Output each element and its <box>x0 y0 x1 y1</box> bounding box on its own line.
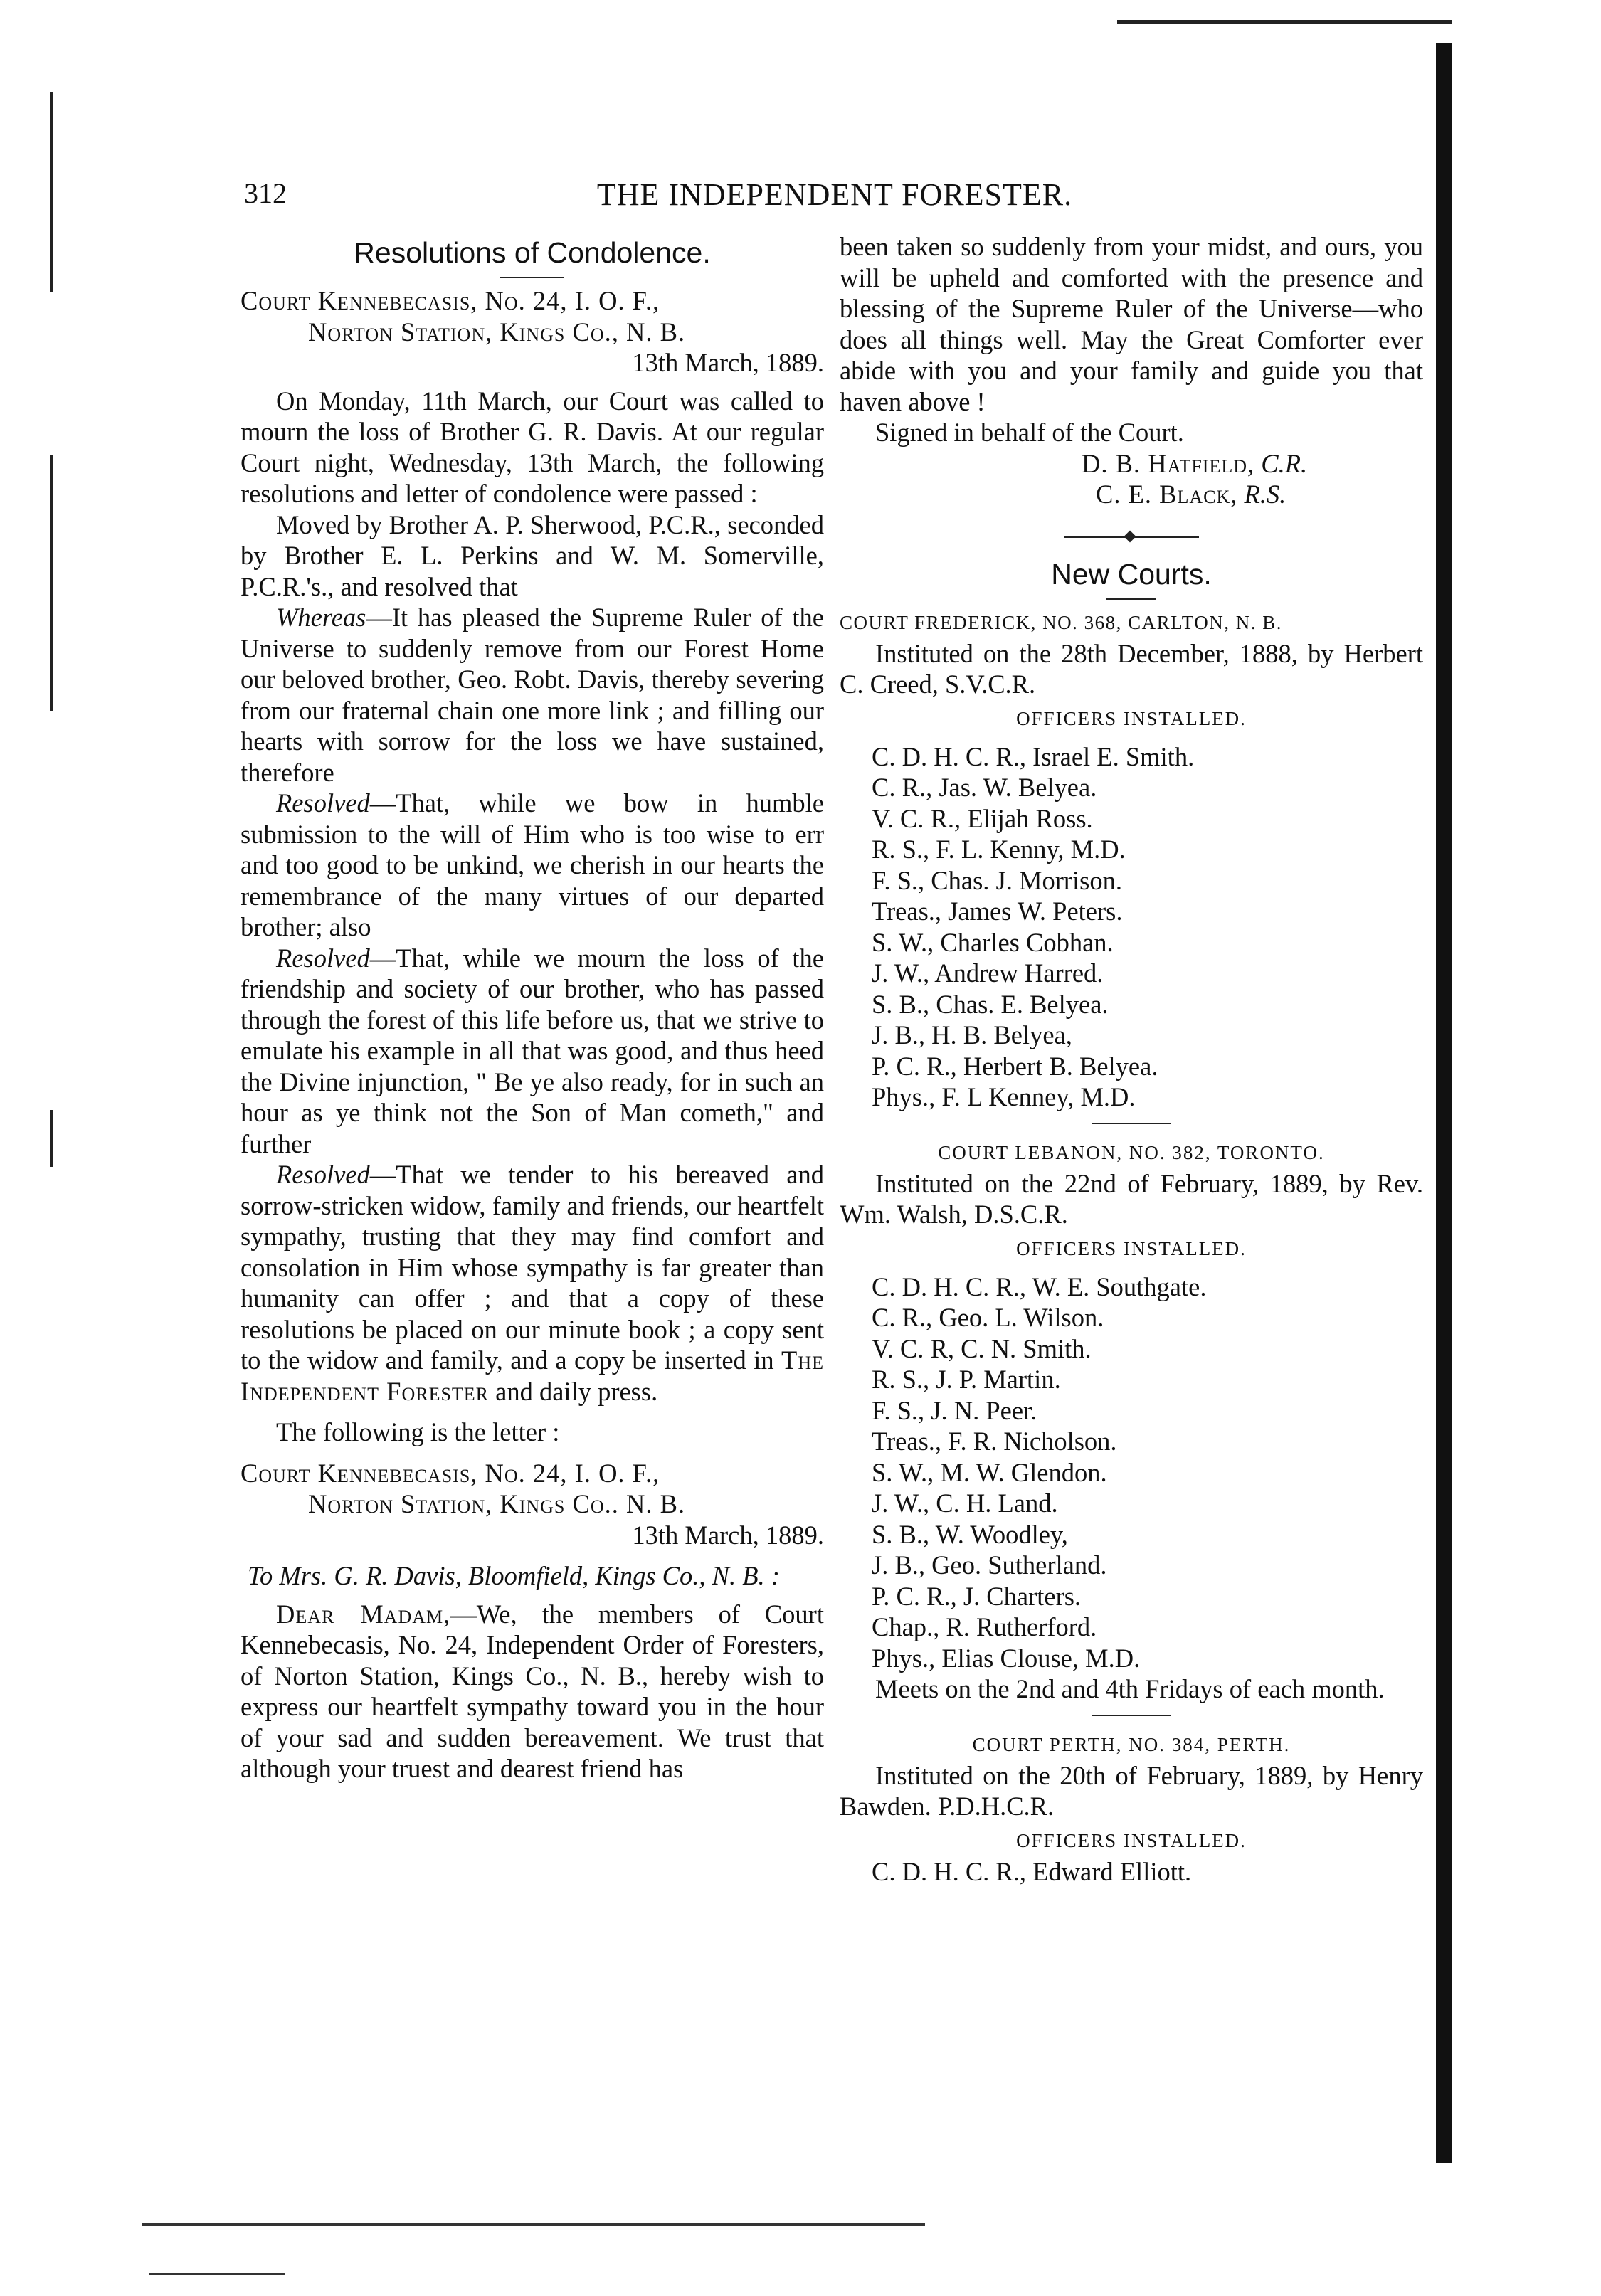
letter-addressee: To Mrs. G. R. Davis, Bloomfield, Kings Co., N. B. : <box>248 1561 780 1590</box>
officers-list <box>840 1856 1423 1888</box>
title-rule <box>1106 598 1156 600</box>
resolved-text: —That, while we mourn the loss of the friendship and society of our brother, who has passed through the forest of this life before us, that we strive to emulate his example in all that was good, and thus heed the Divine injunction, " Be ye also ready, for in such an hour as ye think not the Son of Man cometh," and further <box>241 943 824 1158</box>
resolved-text-end: and daily press. <box>489 1376 658 1406</box>
officer-item: R. S., F. L. Kenny, M.D. <box>872 835 1126 864</box>
section-divider <box>1064 530 1199 544</box>
officer-item: J. W., C. H. Land. <box>872 1488 1058 1518</box>
officer-item: C. R., Jas. W. Belyea. <box>872 773 1097 802</box>
signer-name: D. B. Hatfield, <box>1082 448 1255 478</box>
officer-item: C. D. H. C. R., Edward Elliott. <box>872 1856 1192 1886</box>
dateline-court: Court Kennebecasis, No. 24, I. O. F., <box>241 286 660 315</box>
scan-margin-mark <box>50 455 53 711</box>
scan-edge-bar <box>1436 43 1452 2163</box>
letter-intro: The following is the letter : <box>276 1417 560 1446</box>
scan-margin-mark <box>50 92 53 292</box>
scan-edge-top <box>1117 20 1452 24</box>
resolved-text: —That we tender to his bereaved and sorrow-stricken widow, family and friends, our heartfelt sympathy, trusting that they may find comfort and consolation in Him whose sympathy is far greater than humanity can offer ; and that a copy of these resolutions be placed on our minute book ; a copy sent to the widow and family, and a copy be inserted in <box>241 1160 824 1375</box>
officer-item: R. S., J. P. Martin. <box>872 1365 1061 1394</box>
section-title-new-courts: New Courts. <box>1051 557 1212 591</box>
officer-item: Phys., F. L Kenney, M.D. <box>872 1082 1136 1111</box>
officer-item: Treas., James W. Peters. <box>872 896 1123 926</box>
dateline-date: 13th March, 1889. <box>632 348 824 377</box>
journal-title: THE INDEPENDENT FORESTER. <box>596 177 1073 212</box>
officer-item: J. B., Geo. Sutherland. <box>872 1550 1107 1580</box>
scan-footer-line <box>142 2223 925 2226</box>
court-meeting-note: Meets on the 2nd and 4th Fridays of each month. <box>875 1674 1385 1703</box>
whereas-paragraph <box>241 602 824 788</box>
resolved-text: —That, while we bow in humble submission to the will of Him who is too wise to err and too good to be unkind, we cherish in our hearts the remembrance of the many virtues of our departed brother; also <box>241 788 824 941</box>
officer-item: Treas., F. R. Nicholson. <box>872 1427 1117 1456</box>
officer-item: P. C. R., Herbert B. Belyea. <box>872 1051 1158 1081</box>
resolved-paragraph-1 <box>241 788 824 943</box>
officer-item: C. R., Geo. L. Wilson. <box>872 1303 1104 1332</box>
officer-item: S. B., W. Woodley, <box>872 1519 1068 1549</box>
moved-paragraph: Moved by Brother A. P. Sherwood, P.C.R., seconded by Brother E. L. Perkins and W. M. Somerville, P.C.R.'s., and resolved that <box>241 509 824 601</box>
right-column <box>840 231 1423 1887</box>
officer-item: Phys., Elias Clouse, M.D. <box>872 1643 1141 1673</box>
signature-1 <box>840 448 1423 480</box>
salutation: Dear Madam, <box>276 1599 451 1629</box>
officers-list <box>840 741 1423 1113</box>
resolved-label: Resolved <box>276 788 370 818</box>
officer-item: S. B., Chas. E. Belyea. <box>872 989 1109 1019</box>
whereas-text: —It has pleased the Supreme Ruler of the Universe to suddenly remove from our Forest Home our beloved brother, Geo. Robt. Davis, thereby severing from our fraternal chain one more link ; and filling our hearts with sorrow for the loss we have sustained, therefore <box>241 603 824 787</box>
scan-footer-line <box>149 2273 285 2275</box>
officer-item: F. S., Chas. J. Morrison. <box>872 865 1122 895</box>
letter-dateline-court: Court Kennebecasis, No. 24, I. O. F., <box>241 1458 660 1488</box>
officer-item: S. W., M. W. Glendon. <box>872 1457 1107 1487</box>
page-number: 312 <box>244 177 287 209</box>
letter-dateline-date: 13th March, 1889. <box>632 1520 824 1550</box>
signed-line: Signed in behalf of the Court. <box>875 418 1184 447</box>
court-instituted: Instituted on the 28th December, 1888, by Herbert C. Creed, S.V.C.R. <box>840 638 1423 699</box>
letter-body-text: —We, the members of Court Kennebecasis, No. 24, Independent Order of Foresters, of Norton Station, Kings Co., N. B., hereby wish to express our heartfelt sympathy toward you in the hour of your sad and sudden bereavement. We trust that although your truest and dearest friend has <box>241 1599 824 1783</box>
signer-title: R.S. <box>1244 480 1286 509</box>
officer-item: J. B., H. B. Belyea, <box>872 1020 1072 1049</box>
left-column <box>241 231 824 1784</box>
officer-item: P. C. R., J. Charters. <box>872 1581 1082 1611</box>
officers-heading: OFFICERS INSTALLED. <box>1016 1237 1247 1259</box>
officer-item: Chap., R. Rutherford. <box>872 1612 1097 1641</box>
running-head <box>244 176 1425 219</box>
officer-item: J. W., Andrew Harred. <box>872 958 1104 988</box>
resolved-label: Resolved <box>276 1160 370 1189</box>
officer-item: C. D. H. C. R., Israel E. Smith. <box>872 741 1195 771</box>
officer-item: S. W., Charles Cobhan. <box>872 927 1114 957</box>
whereas-label: Whereas <box>276 603 366 632</box>
officers-list <box>840 1271 1423 1674</box>
officer-item: C. D. H. C. R., W. E. Southgate. <box>872 1271 1207 1301</box>
section-title-condolence: Resolutions of Condolence. <box>354 236 711 269</box>
letter-body <box>241 1599 824 1784</box>
signature-2 <box>840 479 1423 510</box>
court-divider <box>1092 1123 1171 1124</box>
letter-dateline-place: Norton Station, Kings Co.. N. B. <box>308 1489 686 1518</box>
officer-item: V. C. R, C. N. Smith. <box>872 1333 1092 1363</box>
court-heading: COURT PERTH, NO. 384, PERTH. <box>972 1733 1291 1755</box>
dateline-place: Norton Station, Kings Co., N. B. <box>308 317 686 346</box>
court-heading: COURT FREDERICK, NO. 368, CARLTON, N. B. <box>840 611 1282 633</box>
letter-continued: been taken so suddenly from your midst, and ours, you will be upheld and comforted with the presence and blessing of the Supreme Ruler of the Universe—who does all things well. May the Great Comforter ever abide with you and your family and guide you that haven above ! <box>840 232 1423 416</box>
court-instituted: Instituted on the 20th of February, 1889, by Henry Bawden. P.D.H.C.R. <box>840 1760 1423 1821</box>
officer-item: F. S., J. N. Peer. <box>872 1395 1037 1425</box>
officer-item: V. C. R., Elijah Ross. <box>872 803 1093 833</box>
court-divider <box>1092 1715 1171 1716</box>
resolved-paragraph-3 <box>241 1159 824 1407</box>
signer-title: C.R. <box>1261 448 1308 478</box>
officers-heading: OFFICERS INSTALLED. <box>1016 707 1247 729</box>
signer-name: C. E. Black, <box>1096 480 1238 509</box>
scan-margin-mark <box>50 1110 53 1167</box>
officers-heading: OFFICERS INSTALLED. <box>1016 1829 1247 1851</box>
court-heading: COURT LEBANON, NO. 382, TORONTO. <box>938 1141 1325 1163</box>
court-instituted: Instituted on the 22nd of February, 1889, by Rev. Wm. Walsh, D.S.C.R. <box>840 1168 1423 1229</box>
title-rule <box>500 277 564 278</box>
journal-name-inline: The Independent Forester <box>241 1345 824 1406</box>
intro-paragraph: On Monday, 11th March, our Court was called to mourn the loss of Brother G. R. Davis. At our regular Court night, Wednesday, 13th March, the following resolutions and letter of condolence were passed : <box>241 386 824 508</box>
resolved-paragraph-2 <box>241 943 824 1160</box>
resolved-label: Resolved <box>276 943 370 973</box>
